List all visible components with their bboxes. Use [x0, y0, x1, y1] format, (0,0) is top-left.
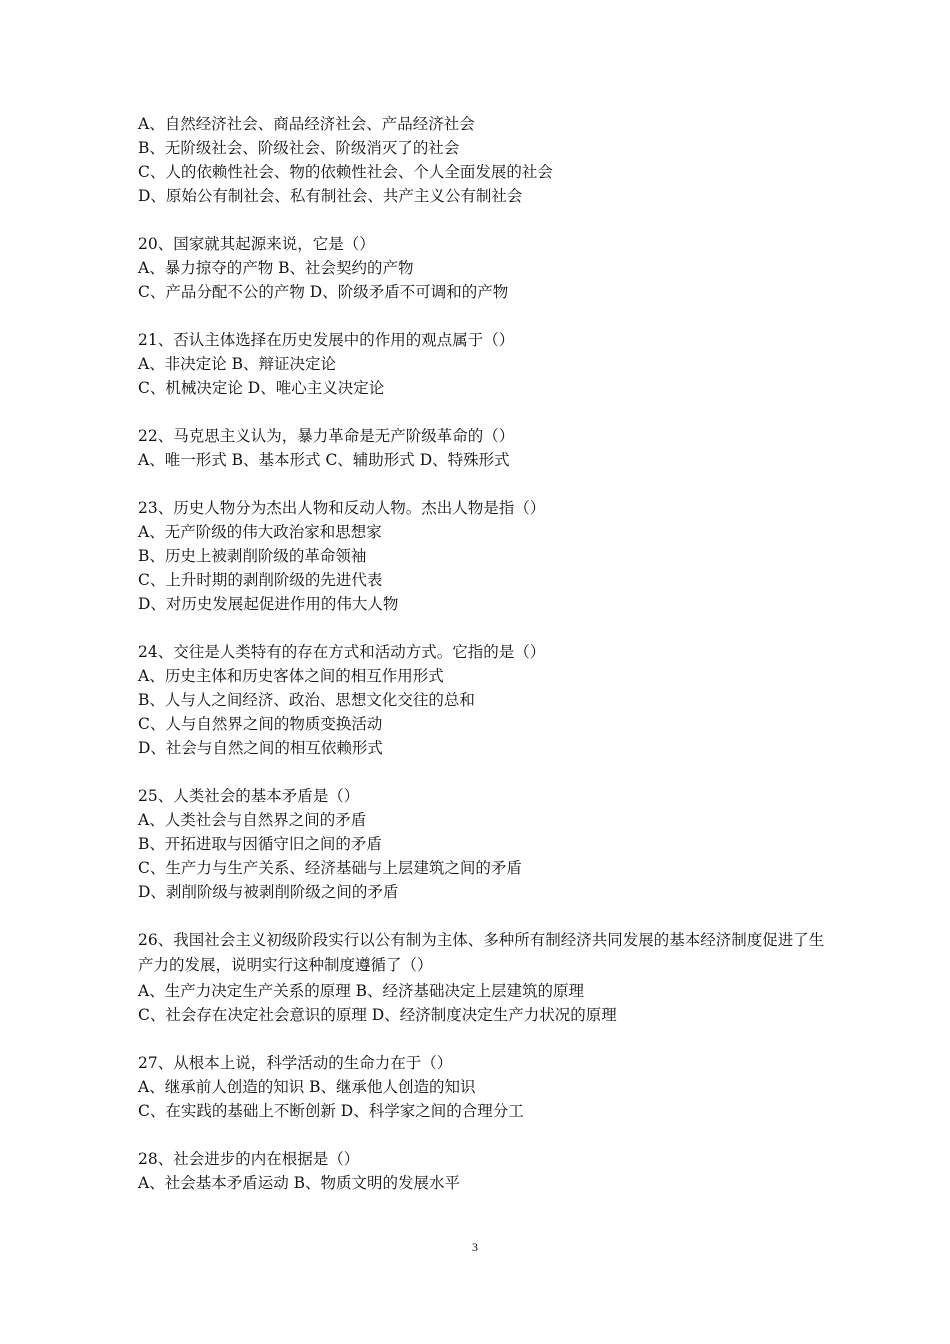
- question-stem: 22、马克思主义认为，暴力革命是无产阶级革命的（）: [138, 427, 515, 445]
- option-b: B、历史上被剥削阶级的革命领袖: [138, 547, 367, 565]
- question-list: [138, 112, 828, 1195]
- option-line-1: A、继承前人创造的知识 B、继承他人创造的知识: [138, 1078, 476, 1096]
- question-28: [138, 1147, 828, 1195]
- question-stem: 25、人类社会的基本矛盾是（）: [138, 787, 360, 805]
- option-c: C、人的依赖性社会、物的依赖性社会、个人全面发展的社会: [138, 163, 553, 181]
- option-line-2: C、产品分配不公的产物 D、阶级矛盾不可调和的产物: [138, 283, 509, 301]
- option-a: A、无产阶级的伟大政治家和思想家: [138, 523, 382, 541]
- question-stem: 24、交往是人类特有的存在方式和活动方式。它指的是（）: [138, 643, 546, 661]
- option-line-1: A、暴力掠夺的产物 B、社会契约的产物: [138, 259, 414, 277]
- option-c: C、生产力与生产关系、经济基础与上层建筑之间的矛盾: [138, 859, 522, 877]
- question-stem: 26、我国社会主义初级阶段实行以公有制为主体、多种所有制经济共同发展的基本经济制度促进了生产力的发展，说明实行这种制度遵循了（）: [138, 931, 825, 974]
- option-d: D、社会与自然之间的相互依赖形式: [138, 739, 383, 757]
- option-line-1: A、社会基本矛盾运动 B、物质文明的发展水平: [138, 1174, 461, 1192]
- option-a: A、自然经济社会、商品经济社会、产品经济社会: [138, 115, 475, 133]
- option-d: D、对历史发展起促进作用的伟大人物: [138, 595, 399, 613]
- question-25: [138, 784, 828, 904]
- option-line-2: C、在实践的基础上不断创新 D、科学家之间的合理分工: [138, 1102, 524, 1120]
- option-a: A、历史主体和历史客体之间的相互作用形式: [138, 667, 444, 685]
- question-stem: 20、国家就其起源来说，它是（）: [138, 235, 375, 253]
- option-b: B、人与人之间经济、政治、思想文化交往的总和: [138, 691, 475, 709]
- question-21: [138, 328, 828, 400]
- page-number: 3: [472, 1240, 478, 1254]
- question-26: [138, 928, 828, 1027]
- option-b: B、开拓进取与因循守旧之间的矛盾: [138, 835, 382, 853]
- option-c: C、上升时期的剥削阶级的先进代表: [138, 571, 383, 589]
- option-c: C、人与自然界之间的物质变换活动: [138, 715, 383, 733]
- option-d: D、剥削阶级与被剥削阶级之间的矛盾: [138, 883, 399, 901]
- option-b: B、无阶级社会、阶级社会、阶级消灭了的社会: [138, 139, 460, 157]
- question-stem: 21、否认主体选择在历史发展中的作用的观点属于（）: [138, 331, 515, 349]
- option-line-2: C、机械决定论 D、唯心主义决定论: [138, 379, 385, 397]
- option-line-1: A、生产力决定生产关系的原理 B、经济基础决定上层建筑的原理: [138, 982, 585, 1000]
- question-22: [138, 424, 828, 472]
- question-20: [138, 232, 828, 304]
- question-stem: 23、历史人物分为杰出人物和反动人物。杰出人物是指（）: [138, 499, 546, 517]
- option-d: D、原始公有制社会、私有制社会、共产主义公有制社会: [138, 187, 523, 205]
- option-line-1: A、唯一形式 B、基本形式 C、辅助形式 D、特殊形式: [138, 451, 510, 469]
- option-line-2: C、社会存在决定社会意识的原理 D、经济制度决定生产力状况的原理: [138, 1006, 617, 1024]
- question-19-continued: [138, 112, 828, 208]
- option-line-1: A、非决定论 B、辩证决定论: [138, 355, 337, 373]
- question-24: [138, 640, 828, 760]
- option-a: A、人类社会与自然界之间的矛盾: [138, 811, 367, 829]
- question-stem: 28、社会进步的内在根据是（）: [138, 1150, 360, 1168]
- question-stem: 27、从根本上说，科学活动的生命力在于（）: [138, 1054, 453, 1072]
- question-23: [138, 496, 828, 616]
- question-27: [138, 1051, 828, 1123]
